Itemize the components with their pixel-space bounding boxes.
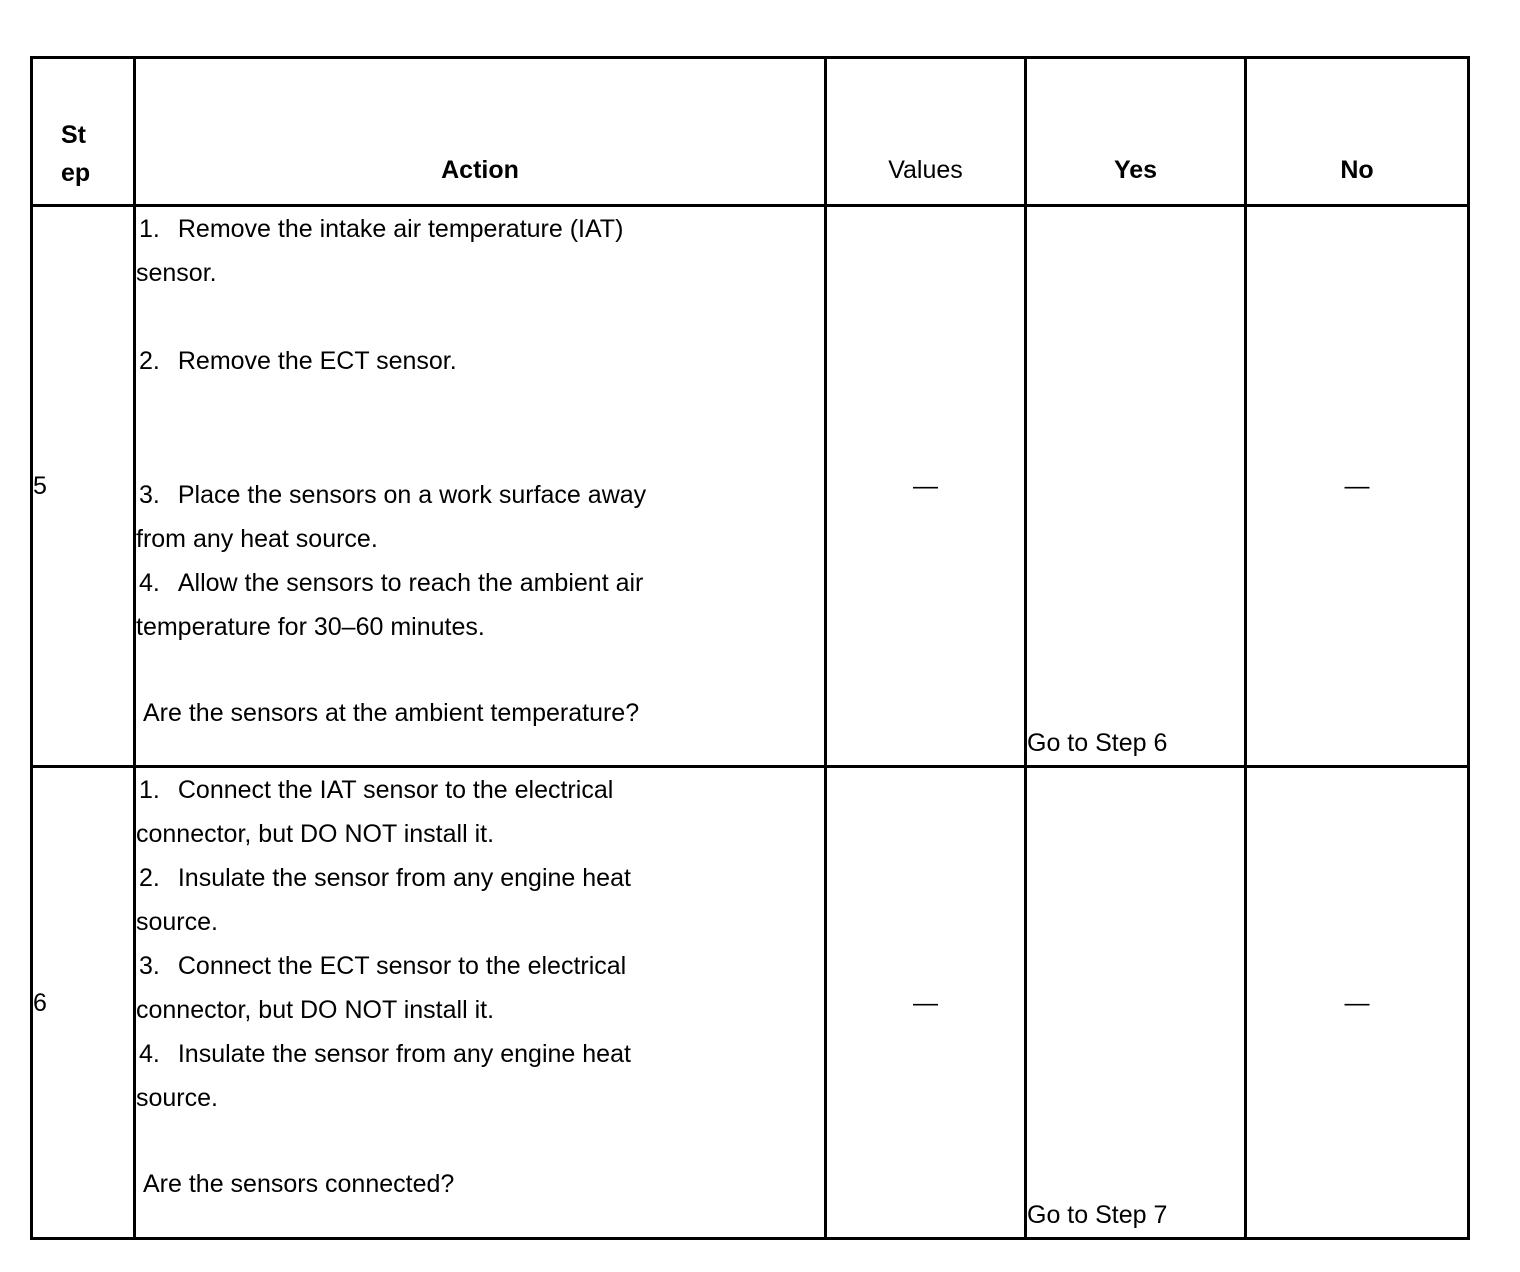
action-item-text: Allow the sensors to reach the ambient air: [177, 569, 644, 597]
action-item-continuation: sensor.: [136, 259, 217, 287]
action-item-number: 1.: [139, 776, 160, 804]
action-item-text: Remove the intake air temperature (IAT): [177, 215, 624, 243]
action-list: [136, 768, 824, 1162]
action-item: [136, 473, 824, 561]
action-item-text: Remove the ECT sensor.: [177, 347, 457, 375]
action-item-text: Insulate the sensor from any engine heat: [177, 1040, 631, 1068]
action-item-continuation: connector, but DO NOT install it.: [136, 996, 495, 1024]
no-cell: —: [1246, 206, 1469, 767]
action-item-continuation: from any heat source.: [136, 525, 378, 553]
yes-cell: Go to Step 7: [1026, 767, 1246, 1239]
step-header-line1: St: [61, 121, 86, 149]
action-item-number: 1.: [139, 215, 160, 243]
step-number: 6: [32, 767, 135, 1239]
action-item-number: 4.: [139, 569, 160, 597]
action-item: [136, 1032, 824, 1120]
action-cell: [135, 206, 826, 767]
step-header-line2: ep: [61, 159, 91, 187]
step-column-header: [32, 58, 135, 206]
action-item: [136, 561, 824, 649]
values-column-header: Values: [826, 58, 1026, 206]
action-item-text: Place the sensors on a work surface away: [177, 481, 647, 509]
action-item: [136, 339, 824, 383]
action-item: [136, 856, 824, 944]
values-cell: —: [826, 206, 1026, 767]
action-item-number: 2.: [139, 864, 160, 892]
action-item-number: 2.: [139, 347, 160, 375]
header-row: [32, 58, 1469, 206]
action-item: [136, 207, 824, 295]
table-header: [32, 58, 1469, 206]
action-question: Are the sensors connected?: [143, 1170, 455, 1198]
action-item-text: Insulate the sensor from any engine heat: [177, 864, 631, 892]
action-item-number: 3.: [139, 481, 160, 509]
table-row-step-5: [32, 206, 1469, 767]
action-item: [136, 944, 824, 1032]
step-number: 5: [32, 206, 135, 767]
action-item-number: 4.: [139, 1040, 160, 1068]
yes-column-header: Yes: [1026, 58, 1246, 206]
action-item-text: Connect the IAT sensor to the electrical: [177, 776, 614, 804]
action-item-text: Connect the ECT sensor to the electrical: [177, 952, 627, 980]
action-list: [136, 207, 824, 691]
action-item-continuation: source.: [136, 1084, 218, 1112]
no-column-header: No: [1246, 58, 1469, 206]
action-item-continuation: temperature for 30–60 minutes.: [136, 613, 485, 641]
action-column-header: Action: [135, 58, 826, 206]
no-cell: —: [1246, 767, 1469, 1239]
values-cell: —: [826, 767, 1026, 1239]
action-item-number: 3.: [139, 952, 160, 980]
action-item-continuation: source.: [136, 908, 218, 936]
action-cell: [135, 767, 826, 1239]
action-question: Are the sensors at the ambient temperature?: [143, 699, 640, 727]
table-row-step-6: [32, 767, 1469, 1239]
action-item: [136, 768, 824, 856]
yes-cell: Go to Step 6: [1026, 206, 1246, 767]
action-item-continuation: connector, but DO NOT install it.: [136, 820, 495, 848]
diagnostic-table: [30, 56, 1470, 1240]
